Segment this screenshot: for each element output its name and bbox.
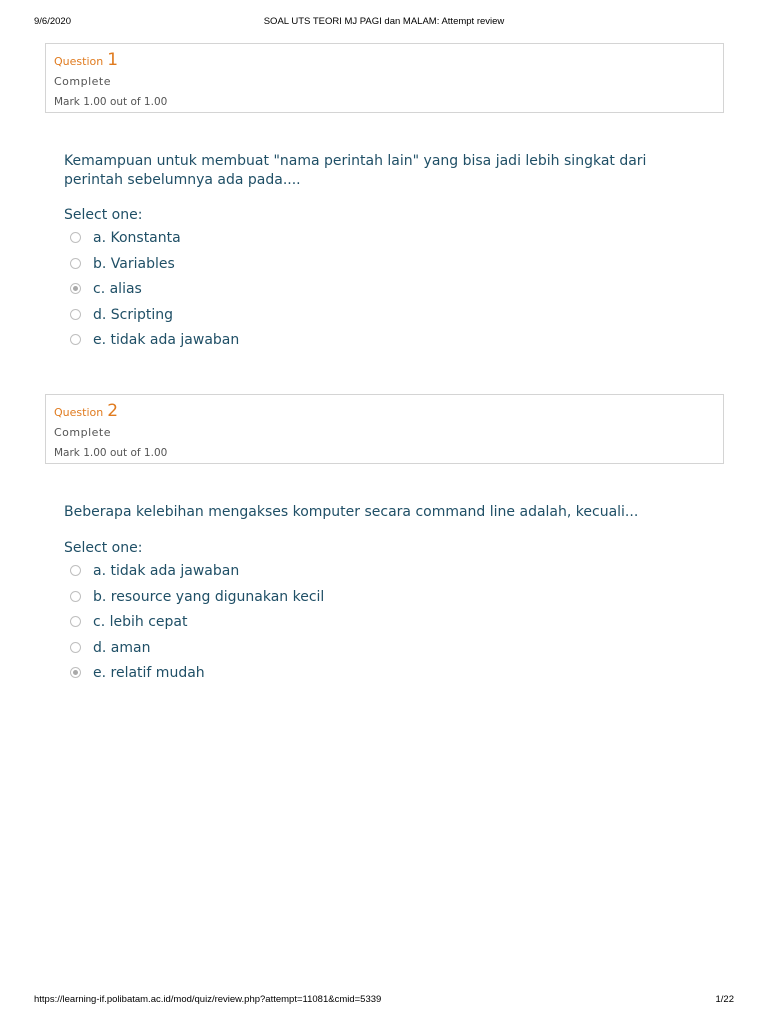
answer-label: c. alias xyxy=(93,281,142,297)
question-text-line: perintah sebelumnya ada pada.... xyxy=(64,172,301,188)
question-title xyxy=(54,401,118,421)
answer-label: b. Variables xyxy=(93,256,175,272)
question-title xyxy=(54,50,118,70)
question-grade: Mark 1.00 out of 1.00 xyxy=(54,447,168,459)
radio-button-selected[interactable] xyxy=(70,667,81,678)
select-one-prompt: Select one: xyxy=(64,540,143,556)
question-state: Complete xyxy=(54,75,112,88)
radio-button[interactable] xyxy=(70,591,81,602)
answer-label: e. tidak ada jawaban xyxy=(93,332,240,348)
question-info-1 xyxy=(45,43,724,113)
answer-label: e. relatif mudah xyxy=(93,665,205,681)
answer-label: d. aman xyxy=(93,640,151,656)
question-number: 1 xyxy=(107,50,119,70)
answer-label: b. resource yang digunakan kecil xyxy=(93,589,325,605)
question-label: Question xyxy=(54,55,104,68)
question-text-line: Beberapa kelebihan mengakses komputer secara command line adalah, kecuali... xyxy=(64,504,639,520)
radio-button[interactable] xyxy=(70,642,81,653)
answer-label: a. Konstanta xyxy=(93,230,181,246)
question-number: 2 xyxy=(107,401,119,421)
radio-button[interactable] xyxy=(70,565,81,576)
radio-button[interactable] xyxy=(70,232,81,243)
radio-button[interactable] xyxy=(70,334,81,345)
question-text-2 xyxy=(64,503,664,522)
page-number: 1/22 xyxy=(715,994,734,1005)
question-state: Complete xyxy=(54,426,112,439)
page-title: SOAL UTS TEORI MJ PAGI dan MALAM: Attempt review xyxy=(263,16,505,27)
question-grade: Mark 1.00 out of 1.00 xyxy=(54,96,168,108)
print-date: 9/6/2020 xyxy=(34,16,71,27)
answer-label: c. lebih cepat xyxy=(93,614,188,630)
radio-button[interactable] xyxy=(70,309,81,320)
question-text-line: Kemampuan untuk membuat "nama perintah lain" yang bisa jadi lebih singkat dari xyxy=(64,153,647,169)
select-one-prompt: Select one: xyxy=(64,207,143,223)
answer-label: d. Scripting xyxy=(93,307,174,323)
question-label: Question xyxy=(54,406,104,419)
radio-button-selected[interactable] xyxy=(70,283,81,294)
question-info-2 xyxy=(45,394,724,464)
radio-button[interactable] xyxy=(70,616,81,627)
question-text-1 xyxy=(64,152,664,190)
radio-button[interactable] xyxy=(70,258,81,269)
answer-label: a. tidak ada jawaban xyxy=(93,563,240,579)
page-url: https://learning-if.polibatam.ac.id/mod/quiz/review.php?attempt=11081&cmid=5339 xyxy=(34,994,382,1005)
